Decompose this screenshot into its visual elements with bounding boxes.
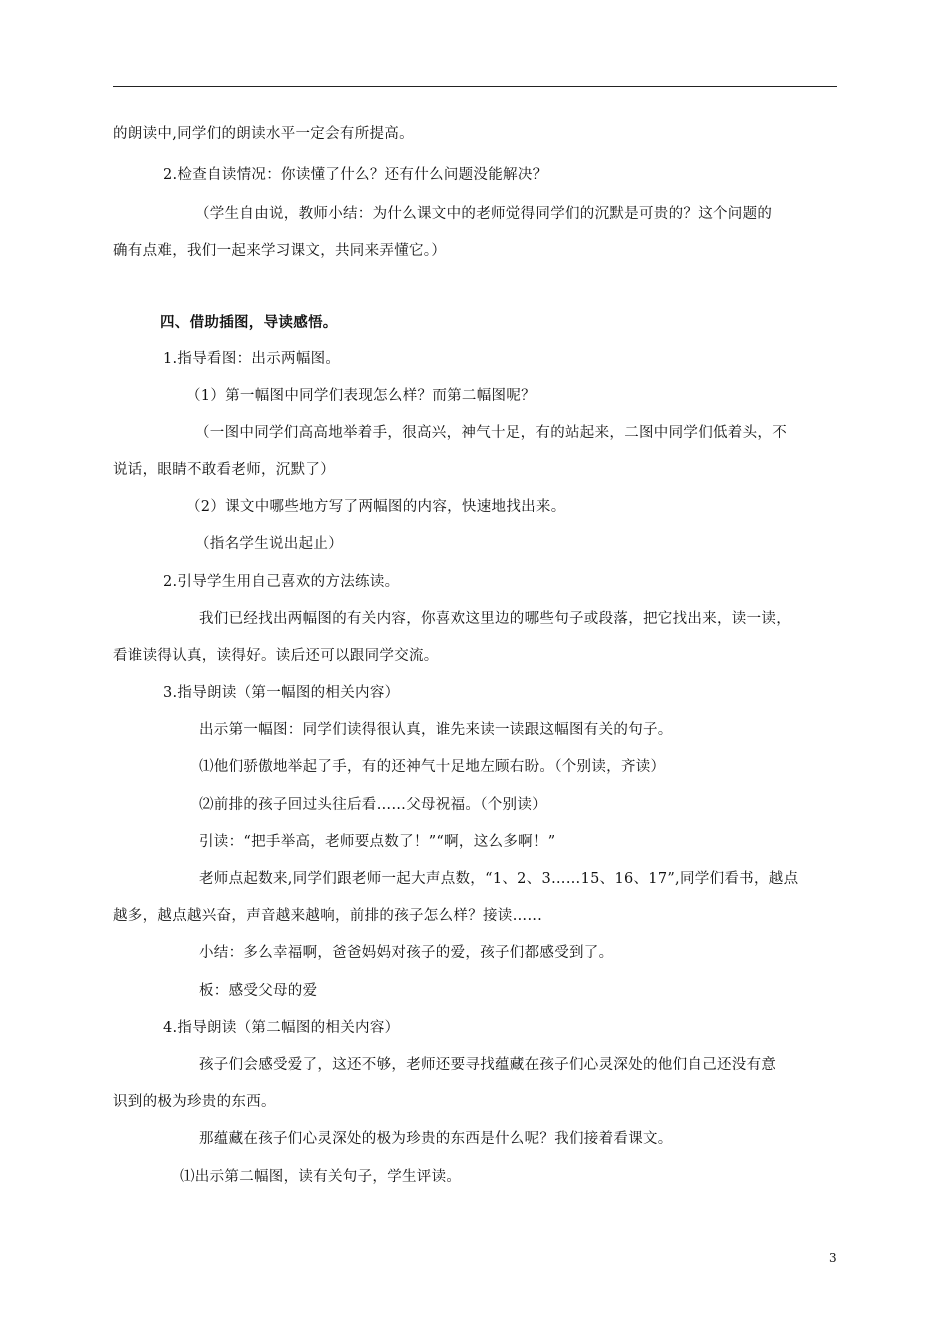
text-line: 识到的极为珍贵的东西。 — [113, 1094, 276, 1110]
text-line: （学生自由说，教师小结：为什么课文中的老师觉得同学们的沉默是可贵的？这个问题的 — [195, 206, 773, 222]
text-line: 说话，眼睛不敢看老师，沉默了） — [113, 462, 335, 478]
text-line: 板：感受父母的爱 — [199, 983, 318, 999]
text-line: 我们已经找出两幅图的有关内容，你喜欢这里边的哪些句子或段落，把它找出来，读一读， — [199, 611, 791, 627]
page-number: 3 — [829, 1251, 837, 1265]
header-rule — [113, 86, 837, 87]
text-line: 确有点难，我们一起来学习课文，共同来弄懂它。） — [113, 243, 447, 259]
text-line: 的朗读中,同学们的朗读水平一定会有所提高。 — [113, 126, 414, 142]
text-line: （指名学生说出起止） — [195, 536, 343, 552]
text-line: 2.引导学生用自己喜欢的方法练读。 — [163, 574, 400, 590]
text-line: （一图中同学们高高地举着手，很高兴，神气十足，有的站起来，二图中同学们低着头，不 — [195, 425, 787, 441]
text-line: ⑴他们骄傲地举起了手，有的还神气十足地左顾右盼。（个别读，齐读） — [199, 759, 666, 775]
text-line: ⑵前排的孩子回过头往后看……父母祝福。（个别读） — [199, 797, 547, 813]
text-line: 越多，越点越兴奋，声音越来越响，前排的孩子怎么样？接读…… — [113, 908, 543, 924]
text-line: （2）课文中哪些地方写了两幅图的内容，快速地找出来。 — [186, 499, 566, 515]
text-line: ⑴出示第二幅图，读有关句子，学生评读。 — [180, 1169, 462, 1185]
text-line: （1）第一幅图中同学们表现怎么样？而第二幅图呢？ — [186, 388, 536, 404]
text-line: 出示第一幅图：同学们读得很认真，谁先来读一读跟这幅图有关的句子。 — [199, 722, 673, 738]
text-line: 引读：“把手举高，老师要点数了！”“啊，这么多啊！” — [199, 834, 556, 850]
text-line: 看谁读得认真，读得好。读后还可以跟同学交流。 — [113, 648, 439, 664]
text-line: 老师点起数来,同学们跟老师一起大声点数，“1、2、3……15、16、17”,同学们看书，越点 — [199, 871, 799, 887]
text-line: 孩子们会感受爱了，这还不够，老师还要寻找蕴藏在孩子们心灵深处的他们自己还没有意 — [199, 1057, 777, 1073]
text-line: 3.指导朗读（第一幅图的相关内容） — [163, 685, 400, 701]
text-line: 小结：多么幸福啊，爸爸妈妈对孩子的爱，孩子们都感受到了。 — [199, 945, 614, 961]
section-heading: 四、借助插图，导读感悟。 — [160, 314, 338, 331]
text-line: 4.指导朗读（第二幅图的相关内容） — [163, 1020, 400, 1036]
text-line: 那蕴藏在孩子们心灵深处的极为珍贵的东西是什么呢？我们接着看课文。 — [199, 1131, 673, 1147]
text-line: 2.检查自读情况：你读懂了什么？还有什么问题没能解决？ — [163, 167, 548, 183]
text-line: 1.指导看图：出示两幅图。 — [163, 351, 341, 367]
